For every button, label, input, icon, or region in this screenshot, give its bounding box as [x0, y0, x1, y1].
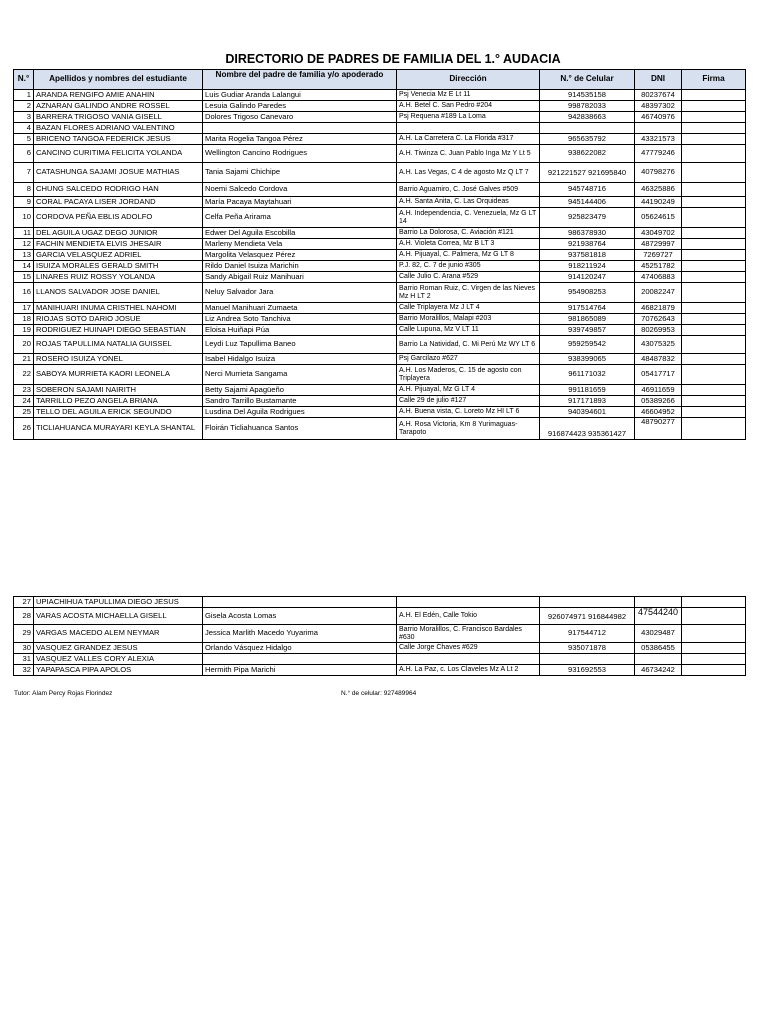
row-number: 12: [14, 239, 34, 250]
parent-name: Lesuia Galindo Paredes: [203, 101, 397, 112]
address: Barrio La Dolorosa, C. Aviación #121: [397, 228, 540, 239]
address: Calle Lupuna, Mz V LT 11: [397, 325, 540, 336]
signature-cell: [682, 325, 746, 336]
row-number: 7: [14, 163, 34, 183]
dni-number: 47406883: [635, 272, 682, 283]
row-number: 21: [14, 354, 34, 365]
table-row: [14, 407, 746, 418]
parent-name: Eloisa Huiñapi Púa: [203, 325, 397, 336]
phone-number: 986378930: [540, 228, 635, 239]
phone-number: 998782033: [540, 101, 635, 112]
row-number: 13: [14, 250, 34, 261]
table-row: [14, 418, 746, 440]
dni-number: 43049702: [635, 228, 682, 239]
signature-cell: [682, 208, 746, 228]
table-row: [14, 643, 746, 654]
signature-cell: [682, 654, 746, 665]
dni-number: 80269953: [635, 325, 682, 336]
table-row: [14, 183, 746, 197]
dni-number: 46734242: [635, 665, 682, 676]
parent-name: Noemi Salcedo Cordova: [203, 183, 397, 197]
student-name: FACHIN MENDIETA ELVIS JHESAIR: [34, 239, 203, 250]
parent-name: Dolores Trigoso Canevaro: [203, 112, 397, 123]
row-number: 28: [14, 608, 34, 625]
signature-cell: [682, 608, 746, 625]
address: Psj Requena #189 La Loma: [397, 112, 540, 123]
dni-number: 05417717: [635, 365, 682, 385]
tutor-name: Tutor: Alam Percy Rojas Florindez: [14, 690, 113, 697]
parent-name: Marleny Mendieta Vela: [203, 239, 397, 250]
address: A.H. Los Maderos, C. 15 de agosto con Triplayera: [397, 365, 540, 385]
table-row: [14, 250, 746, 261]
table-row: [14, 163, 746, 183]
dni-number: 46911659: [635, 385, 682, 396]
dni-number: 43029487: [635, 625, 682, 643]
row-number: 14: [14, 261, 34, 272]
signature-cell: [682, 90, 746, 101]
phone-number: 942838663: [540, 112, 635, 123]
signature-cell: [682, 385, 746, 396]
table-row: [14, 123, 746, 134]
signature-cell: [682, 272, 746, 283]
dni-number: 46740976: [635, 112, 682, 123]
address: A.H. Rosa Victoria, Km 8 Yurimaguas-Tarapoto: [397, 418, 540, 440]
parent-name: Nerci Murrieta Sangama: [203, 365, 397, 385]
student-name: UPIACHIHUA TAPULLIMA DIEGO JESUS: [34, 597, 203, 608]
address: A.H. Pijuayal, C. Palmera, Mz G LT 8: [397, 250, 540, 261]
phone-number: 954908253: [540, 283, 635, 303]
row-number: 26: [14, 418, 34, 440]
parent-name: Hermith Pipa Marichi: [203, 665, 397, 676]
row-number: 18: [14, 314, 34, 325]
dni-number: 46325886: [635, 183, 682, 197]
address: Barrio Roman Ruiz, C. Virgen de las Nieves Mz H LT 2: [397, 283, 540, 303]
signature-cell: [682, 407, 746, 418]
phone-number: 938622082: [540, 145, 635, 163]
student-name: TELLO DEL AGUILA ERICK SEGUNDO: [34, 407, 203, 418]
header-student: Apellidos y nombres del estudiante: [34, 70, 203, 90]
table-row: [14, 261, 746, 272]
signature-cell: [682, 665, 746, 676]
dni-number: 05386455: [635, 643, 682, 654]
parent-name: Lusdina Del Aguila Rodrigues: [203, 407, 397, 418]
table-row: [14, 354, 746, 365]
student-name: RIOJAS SOTO DARIO JOSUE: [34, 314, 203, 325]
dni-number: 05389266: [635, 396, 682, 407]
student-name: SABOYA MURRIETA KAORI LEONELA: [34, 365, 203, 385]
phone-number: 916874423 935361427: [540, 418, 635, 440]
parent-name: [203, 597, 397, 608]
dni-number: 44190249: [635, 197, 682, 208]
phone-number: 937581818: [540, 250, 635, 261]
row-number: 31: [14, 654, 34, 665]
signature-cell: [682, 145, 746, 163]
dni-number: 05624615: [635, 208, 682, 228]
parent-name: Gisela Acosta Lomas: [203, 608, 397, 625]
signature-cell: [682, 183, 746, 197]
signature-cell: [682, 643, 746, 654]
parent-name: Betty Sajami Apagüeño: [203, 385, 397, 396]
phone-number: 981865089: [540, 314, 635, 325]
phone-number: 925823479: [540, 208, 635, 228]
row-number: 32: [14, 665, 34, 676]
student-name: CORAL PACAYA LISER JORDAND: [34, 197, 203, 208]
phone-number: 945748716: [540, 183, 635, 197]
signature-cell: [682, 134, 746, 145]
phone-number: 914120247: [540, 272, 635, 283]
table-row: [14, 385, 746, 396]
student-name: VARGAS MACEDO ALEM NEYMAR: [34, 625, 203, 643]
signature-cell: [682, 197, 746, 208]
row-number: 16: [14, 283, 34, 303]
dni-number: 43075325: [635, 336, 682, 354]
signature-cell: [682, 418, 746, 440]
parent-name: Rildo Daniel Isuiza Marichin: [203, 261, 397, 272]
dni-number: 46604952: [635, 407, 682, 418]
phone-number: 926074971 916844982: [540, 608, 635, 625]
phone-number: 921221527 921695840: [540, 163, 635, 183]
parent-name: [203, 654, 397, 665]
row-number: 15: [14, 272, 34, 283]
dni-number: 20082247: [635, 283, 682, 303]
address: A.H. Independencia, C. Venezuela, Mz G LT 14: [397, 208, 540, 228]
phone-number: 918211924: [540, 261, 635, 272]
phone-number: 921938764: [540, 239, 635, 250]
address: Calle Jorge Chaves #629: [397, 643, 540, 654]
table-row: [14, 608, 746, 625]
table-row: [14, 208, 746, 228]
address: [397, 123, 540, 134]
header-signature: Firma: [682, 70, 746, 90]
table-header-row: [14, 70, 746, 90]
dni-number: 47779246: [635, 145, 682, 163]
address: Psj Garcilazo #627: [397, 354, 540, 365]
table-row: [14, 145, 746, 163]
parent-name: [203, 123, 397, 134]
phone-number: 940394601: [540, 407, 635, 418]
phone-number: 945144406: [540, 197, 635, 208]
row-number: 20: [14, 336, 34, 354]
header-phone: N.° de Celular: [540, 70, 635, 90]
table-row: [14, 396, 746, 407]
dni-number: 45251782: [635, 261, 682, 272]
row-number: 25: [14, 407, 34, 418]
row-number: 10: [14, 208, 34, 228]
phone-number: 931692553: [540, 665, 635, 676]
dni-number: 48397302: [635, 101, 682, 112]
signature-cell: [682, 625, 746, 643]
student-name: BARRERA TRIGOSO VANIA GISELL: [34, 112, 203, 123]
row-number: 2: [14, 101, 34, 112]
parent-name: Marita Rogelia Tangoa Pérez: [203, 134, 397, 145]
student-name: SOBERON SAJAMI NAIRITH: [34, 385, 203, 396]
address: [397, 654, 540, 665]
parent-name: Luis Gudiar Aranda Lalangui: [203, 90, 397, 101]
phone-number: [540, 654, 635, 665]
address: Barrio Aguamiro, C. José Galves #509: [397, 183, 540, 197]
table-row: [14, 336, 746, 354]
tutor-phone: N.° de celular: 927489964: [341, 690, 417, 697]
dni-number: 47544240: [635, 608, 682, 625]
phone-number: 939749857: [540, 325, 635, 336]
signature-cell: [682, 283, 746, 303]
parent-name: Wellington Cancino Rodrigues: [203, 145, 397, 163]
parent-name: Sandro Tarrillo Bustamante: [203, 396, 397, 407]
student-name: VASQUEZ GRANDEZ JESUS: [34, 643, 203, 654]
parent-name: Celfa Peña Arirama: [203, 208, 397, 228]
address: Calle 29 de julio #127: [397, 396, 540, 407]
address: A.H. Las Vegas, C 4 de agosto Mz Q LT 7: [397, 163, 540, 183]
table-row: [14, 283, 746, 303]
address: A.H. Tiwinza C. Juan Pablo Inga Mz Y Lt 5: [397, 145, 540, 163]
dni-number: 70762643: [635, 314, 682, 325]
table-row: [14, 665, 746, 676]
address: A.H. La Carretera C. La Florida #317: [397, 134, 540, 145]
student-name: CHUNG SALCEDO RODRIGO HAN: [34, 183, 203, 197]
address: Barrio La Natividad, C. Mi Perú Mz WY LT 6: [397, 336, 540, 354]
address: A.H. La Paz, c. Los Claveles Mz A Lt 2: [397, 665, 540, 676]
student-name: VASQUEZ VALLES CORY ALEXIA: [34, 654, 203, 665]
signature-cell: [682, 336, 746, 354]
student-name: CATASHUNGA SAJAMI JOSUE MATHIAS: [34, 163, 203, 183]
row-number: 11: [14, 228, 34, 239]
row-number: 3: [14, 112, 34, 123]
address: A.H. Santa Anita, C. Las Orquideas: [397, 197, 540, 208]
student-name: LINARES RUIZ ROSSY YOLANDA: [34, 272, 203, 283]
table-row: [14, 90, 746, 101]
student-name: DEL AGUILA UGAZ DEGO JUNIOR: [34, 228, 203, 239]
row-number: 6: [14, 145, 34, 163]
student-name: CORDOVA PEÑA EBLIS ADOLFO: [34, 208, 203, 228]
student-name: MANIHUARI INUMA CRISTHEL NAHOMI: [34, 303, 203, 314]
student-name: BRICENO TANGOA FEDERICK JESUS: [34, 134, 203, 145]
signature-cell: [682, 163, 746, 183]
address: A.H. Betel C. San Pedro #204: [397, 101, 540, 112]
phone-number: 961171032: [540, 365, 635, 385]
dni-number: 46821879: [635, 303, 682, 314]
student-name: ISUIZA MORALES GERALD SMITH: [34, 261, 203, 272]
parent-name: Jessica Marlith Macedo Yuyarima: [203, 625, 397, 643]
phone-number: [540, 597, 635, 608]
header-dni: DNI: [635, 70, 682, 90]
signature-cell: [682, 261, 746, 272]
row-number: 19: [14, 325, 34, 336]
signature-cell: [682, 228, 746, 239]
parent-name: Edwer Del Aguila Escobilla: [203, 228, 397, 239]
table-row: [14, 325, 746, 336]
dni-number: 80237674: [635, 90, 682, 101]
student-name: AZNARAN GALINDO ANDRE ROSSEL: [34, 101, 203, 112]
parent-name: Margolita Velasquez Pérez: [203, 250, 397, 261]
row-number: 1: [14, 90, 34, 101]
student-name: RODRIGUEZ HUINAPI DIEGO SEBASTIAN: [34, 325, 203, 336]
row-number: 5: [14, 134, 34, 145]
row-number: 22: [14, 365, 34, 385]
signature-cell: [682, 250, 746, 261]
parent-name: Liz Andrea Soto Tanchiva: [203, 314, 397, 325]
phone-number: 991181659: [540, 385, 635, 396]
table-row: [14, 314, 746, 325]
row-number: 29: [14, 625, 34, 643]
row-number: 17: [14, 303, 34, 314]
directory-table: [13, 69, 746, 440]
phone-number: 935071878: [540, 643, 635, 654]
student-name: ARANDA RENGIFO AMIE ANAHIN: [34, 90, 203, 101]
phone-number: 965635792: [540, 134, 635, 145]
table-row: [14, 654, 746, 665]
table-row: [14, 625, 746, 643]
header-num: N.°: [14, 70, 34, 90]
signature-cell: [682, 597, 746, 608]
parent-name: Manuel Manihuari Zumaeta: [203, 303, 397, 314]
address: P.J. 82, C. 7 de junio #305: [397, 261, 540, 272]
student-name: BAZAN FLORES ADRIANO VALENTINO: [34, 123, 203, 134]
student-name: TARRILLO PEZO ANGELA BRIANA: [34, 396, 203, 407]
signature-cell: [682, 112, 746, 123]
table-row: [14, 228, 746, 239]
directory-table-continued: [13, 596, 746, 676]
table-row: [14, 134, 746, 145]
signature-cell: [682, 396, 746, 407]
table-row: [14, 112, 746, 123]
table-row: [14, 272, 746, 283]
student-name: LLANOS SALVADOR JOSE DANIEL: [34, 283, 203, 303]
address: A.H. Violeta Correa, Mz B LT 3: [397, 239, 540, 250]
address: A.H. El Edén, Calle Tokio: [397, 608, 540, 625]
document-title: DIRECTORIO DE PADRES DE FAMILIA DEL 1.° AUDACIA: [225, 52, 561, 66]
student-name: ROSERO ISUIZA YONEL: [34, 354, 203, 365]
dni-number: 7269727: [635, 250, 682, 261]
dni-number: 48487832: [635, 354, 682, 365]
table-row: [14, 101, 746, 112]
signature-cell: [682, 239, 746, 250]
parent-name: Sandy Abigail Ruiz Manihuari: [203, 272, 397, 283]
address: Psj Venecia Mz E Lt 11: [397, 90, 540, 101]
row-number: 23: [14, 385, 34, 396]
address: Calle Triplayera Mz J LT 4: [397, 303, 540, 314]
phone-number: 917171893: [540, 396, 635, 407]
row-number: 9: [14, 197, 34, 208]
dni-number: [635, 123, 682, 134]
phone-number: 959259542: [540, 336, 635, 354]
row-number: 8: [14, 183, 34, 197]
phone-number: [540, 123, 635, 134]
header-address: Dirección: [397, 70, 540, 90]
parent-name: Isabel Hidalgo Isuiza: [203, 354, 397, 365]
row-number: 30: [14, 643, 34, 654]
dni-number: [635, 597, 682, 608]
phone-number: 938399065: [540, 354, 635, 365]
address: Barrio Moralillos, C. Francisco Bardales #630: [397, 625, 540, 643]
student-name: ROJAS TAPULLIMA NATALIA GUISSEL: [34, 336, 203, 354]
signature-cell: [682, 365, 746, 385]
dni-number: 43321573: [635, 134, 682, 145]
signature-cell: [682, 101, 746, 112]
table-row: [14, 239, 746, 250]
address: A.H. Buena vista, C. Loreto Mz HI LT 6: [397, 407, 540, 418]
table-row: [14, 597, 746, 608]
signature-cell: [682, 314, 746, 325]
dni-number: 40798276: [635, 163, 682, 183]
table-row: [14, 197, 746, 208]
parent-name: Orlando Vásquez Hidalgo: [203, 643, 397, 654]
phone-number: 914535158: [540, 90, 635, 101]
student-name: GARCIA VELASQUEZ ADRIEL: [34, 250, 203, 261]
row-number: 24: [14, 396, 34, 407]
parent-name: Neluy Salvador Jara: [203, 283, 397, 303]
student-name: YAPAPASCA PIPA APOLOS: [34, 665, 203, 676]
signature-cell: [682, 354, 746, 365]
table-row: [14, 303, 746, 314]
dni-number: 48790277: [635, 418, 682, 440]
phone-number: 917514764: [540, 303, 635, 314]
address: A.H. Pijuayal, Mz G LT 4: [397, 385, 540, 396]
row-number: 4: [14, 123, 34, 134]
dni-number: 48729997: [635, 239, 682, 250]
address: Calle Julio C. Arana #529: [397, 272, 540, 283]
phone-number: 917544712: [540, 625, 635, 643]
student-name: TICLIAHUANCA MURAYARI KEYLA SHANTAL: [34, 418, 203, 440]
table-row: [14, 365, 746, 385]
signature-cell: [682, 123, 746, 134]
student-name: CANCINO CURITIMA FELICITA YOLANDA: [34, 145, 203, 163]
address: Barrio Moralillos, Malapi #203: [397, 314, 540, 325]
address: [397, 597, 540, 608]
parent-name: Floirán Ticliahuanca Santos: [203, 418, 397, 440]
header-father: Nombre del padre de familia y/o apoderado: [203, 70, 397, 90]
parent-name: Leydi Luz Tapullima Baneo: [203, 336, 397, 354]
row-number: 27: [14, 597, 34, 608]
parent-name: Tania Sajami Chichipe: [203, 163, 397, 183]
dni-number: [635, 654, 682, 665]
student-name: VARAS ACOSTA MICHAELLA GISELL: [34, 608, 203, 625]
signature-cell: [682, 303, 746, 314]
parent-name: María Pacaya Maytahuari: [203, 197, 397, 208]
